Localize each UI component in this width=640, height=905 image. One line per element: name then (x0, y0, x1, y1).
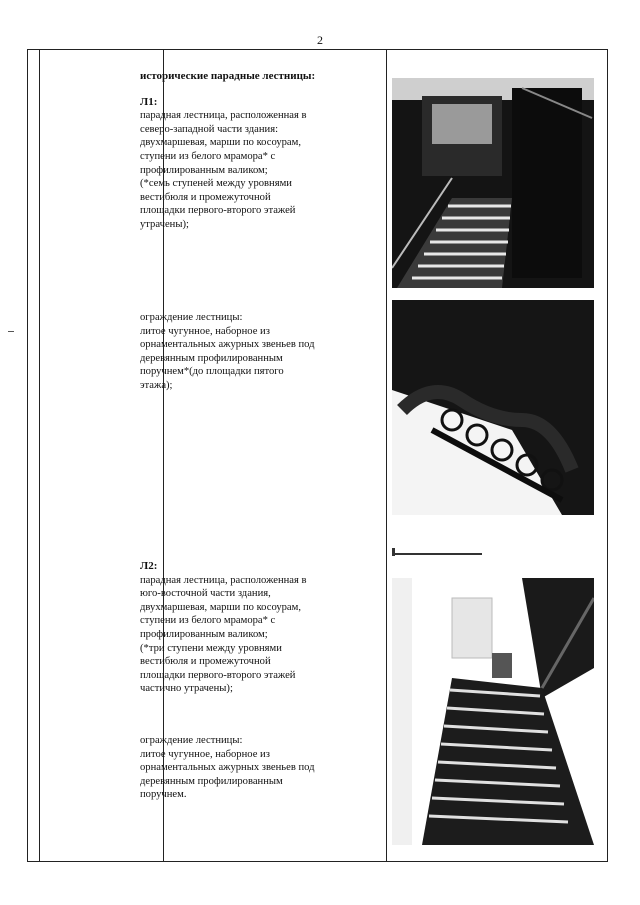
stair-l2-description (140, 560, 354, 696)
stair-l1-description (140, 70, 354, 232)
text-line: двухмаршевая, марши по косоурам, (140, 601, 301, 613)
text-line: частично утрачены); (140, 683, 233, 695)
text-line: профилированным валиком; (140, 628, 268, 640)
column-divider (386, 50, 387, 861)
text-line: деревянным профилированным (140, 352, 283, 364)
page-number: 2 (317, 33, 323, 47)
text-line: литое чугунное, наборное из (140, 325, 270, 337)
text-line: деревянным профилированным (140, 775, 283, 787)
text-line: северо-западной части здания: (140, 123, 279, 135)
text-line: ступени из белого мрамора* с (140, 615, 276, 627)
text-line: вестибюля и промежуточной (140, 656, 271, 668)
text-line: площадки первого-второго этажей (140, 205, 296, 217)
section-heading: исторические парадные лестницы: (140, 70, 316, 82)
text-line: поручнем. (140, 789, 187, 801)
text-line: орнаментальных ажурных звеньев под (140, 339, 315, 351)
scan-artifact (392, 548, 395, 556)
column-divider (39, 50, 40, 861)
scan-artifact (392, 553, 482, 555)
text-line: (*три ступени между уровнями (140, 642, 282, 654)
text-line: этажа); (140, 379, 173, 391)
text-line: двухмаршевая, марши по косоурам, (140, 137, 301, 149)
stair-l2-label: Л2: (140, 560, 158, 572)
staircase-l2-photo (392, 578, 594, 845)
text-line: утрачены); (140, 218, 189, 230)
text-line: профилированным валиком; (140, 164, 268, 176)
text-line: парадная лестница, расположенная в (140, 574, 307, 586)
margin-mark (8, 331, 14, 332)
text-line: ограждение лестницы: (140, 312, 243, 323)
text-line: поручнем*(до площадки пятого (140, 366, 284, 378)
text-line: площадки первого-второго этажей (140, 669, 296, 681)
railing-l1-description (140, 311, 354, 393)
text-line: (*семь ступеней между уровнями (140, 178, 292, 190)
text-line: ступени из белого мрамора* с (140, 150, 276, 162)
text-line: литое чугунное, наборное из (140, 748, 270, 760)
railing-l1-photo (392, 300, 594, 515)
staircase-l1-photo (392, 78, 594, 288)
text-line: вестибюля и промежуточной (140, 191, 271, 203)
text-line: юго-восточной части здания, (140, 588, 271, 600)
text-line: парадная лестница, расположенная в (140, 110, 307, 122)
text-line: ограждение лестницы: (140, 735, 243, 746)
text-line: орнаментальных ажурных звеньев под (140, 762, 315, 774)
stair-l1-label: Л1: (140, 95, 158, 108)
railing-l2-description (140, 734, 354, 802)
